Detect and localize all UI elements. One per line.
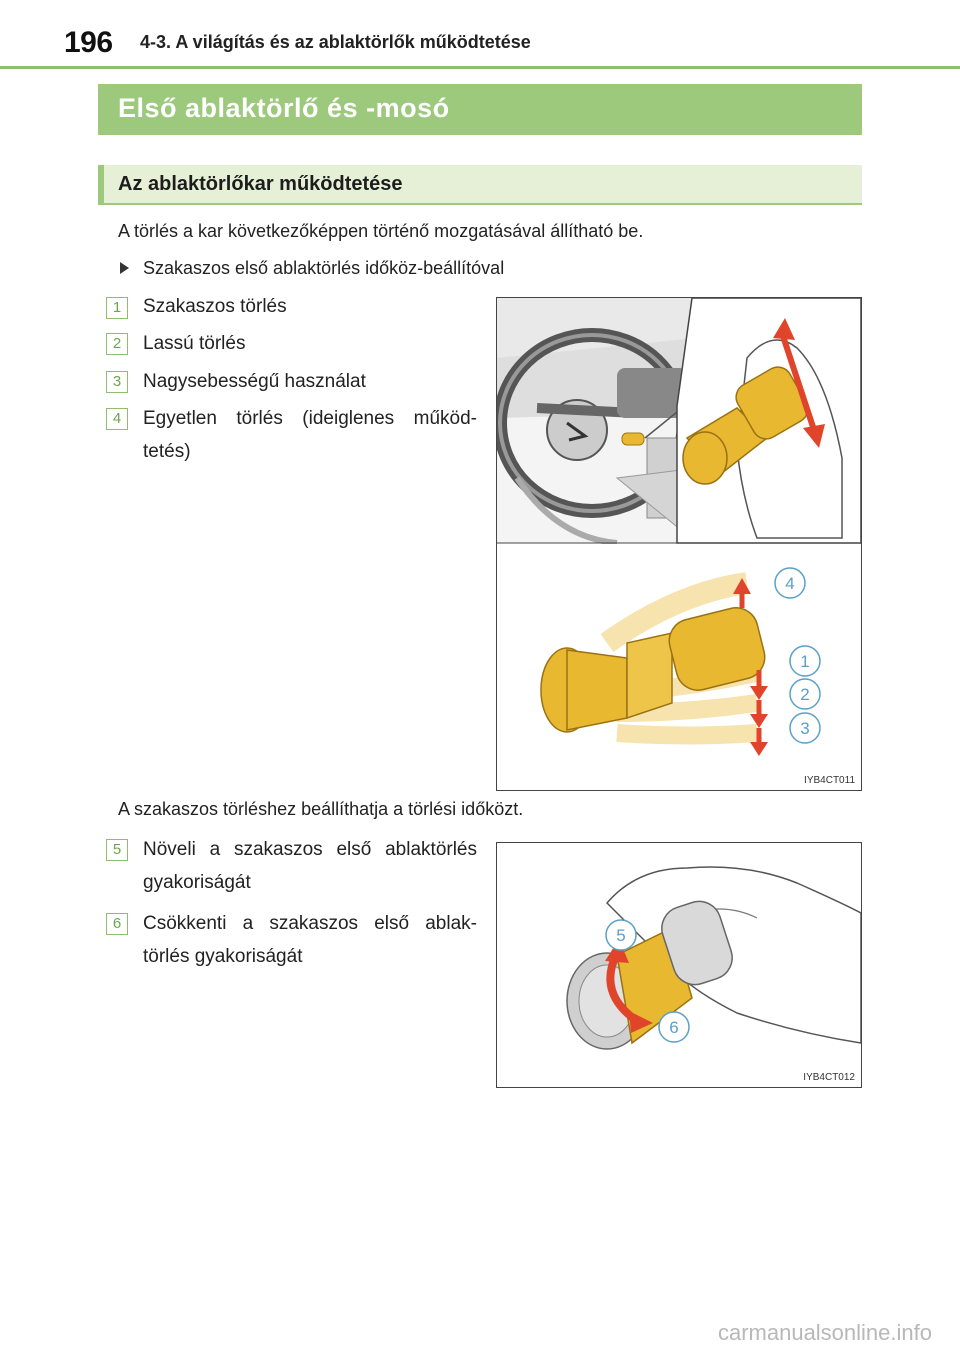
figure-interval-adjuster — [496, 842, 862, 1088]
item-number-6: 6 — [106, 913, 128, 935]
item-text-3: Nagysebességű használat — [143, 371, 366, 392]
figure2-callout-5: 5 — [616, 926, 626, 945]
figure1-callout-4: 4 — [785, 574, 795, 593]
page-number: 196 — [64, 26, 113, 59]
bullet-text: Szakaszos első ablaktörlés időköz-beállítóval — [143, 258, 505, 278]
figure-interval-illustration — [497, 843, 861, 1087]
item-text-5-line1: Növeli a szakaszos első ablaktörlés — [143, 839, 477, 860]
bullet-triangle-icon — [120, 262, 129, 274]
item-number-4: 4 — [106, 408, 128, 430]
item-text-6-line2: törlés gyakoriságát — [143, 946, 303, 967]
item-text-4-line1: Egyetlen törlés (ideiglenes működ- — [143, 408, 477, 429]
chapter-title: 4-3. A világítás és az ablaktörlők működtetése — [140, 32, 531, 52]
item-number-2: 2 — [106, 333, 128, 355]
figure-wiper-lever-operation — [496, 297, 862, 791]
item-text-1: Szakaszos törlés — [143, 296, 287, 317]
figure2-callout-6: 6 — [669, 1018, 679, 1037]
item-number-3: 3 — [106, 371, 128, 393]
item-text-6-line1: Csökkenti a szakaszos első ablak- — [143, 913, 477, 934]
section-title: Első ablaktörlő és -mosó — [118, 93, 450, 123]
header-rule — [0, 66, 960, 69]
item-number-1: 1 — [106, 297, 128, 319]
item-text-2: Lassú törlés — [143, 333, 246, 354]
intro-text: A törlés a kar következőképpen történő mozgatásával állítható be. — [118, 221, 644, 241]
subsection-accent — [98, 165, 104, 205]
figure-wiper-lever-illustration — [497, 298, 861, 790]
item-number-5: 5 — [106, 839, 128, 861]
figure1-callout-1: 1 — [800, 652, 810, 671]
item-text-4-line2: tetés) — [143, 441, 191, 462]
subsection-title: Az ablaktörlőkar működtetése — [118, 173, 403, 195]
figure1-code: IYB4CT011 — [804, 775, 855, 786]
interval-text: A szakaszos törléshez beállíthatja a törlési időközt. — [118, 799, 524, 819]
figure2-code: IYB4CT012 — [803, 1072, 855, 1083]
figure1-callout-2: 2 — [800, 685, 810, 704]
figure1-callout-3: 3 — [800, 719, 810, 738]
footer-watermark: carmanualsonline.info — [717, 1320, 932, 1345]
item-text-5-line2: gyakoriságát — [143, 872, 251, 893]
